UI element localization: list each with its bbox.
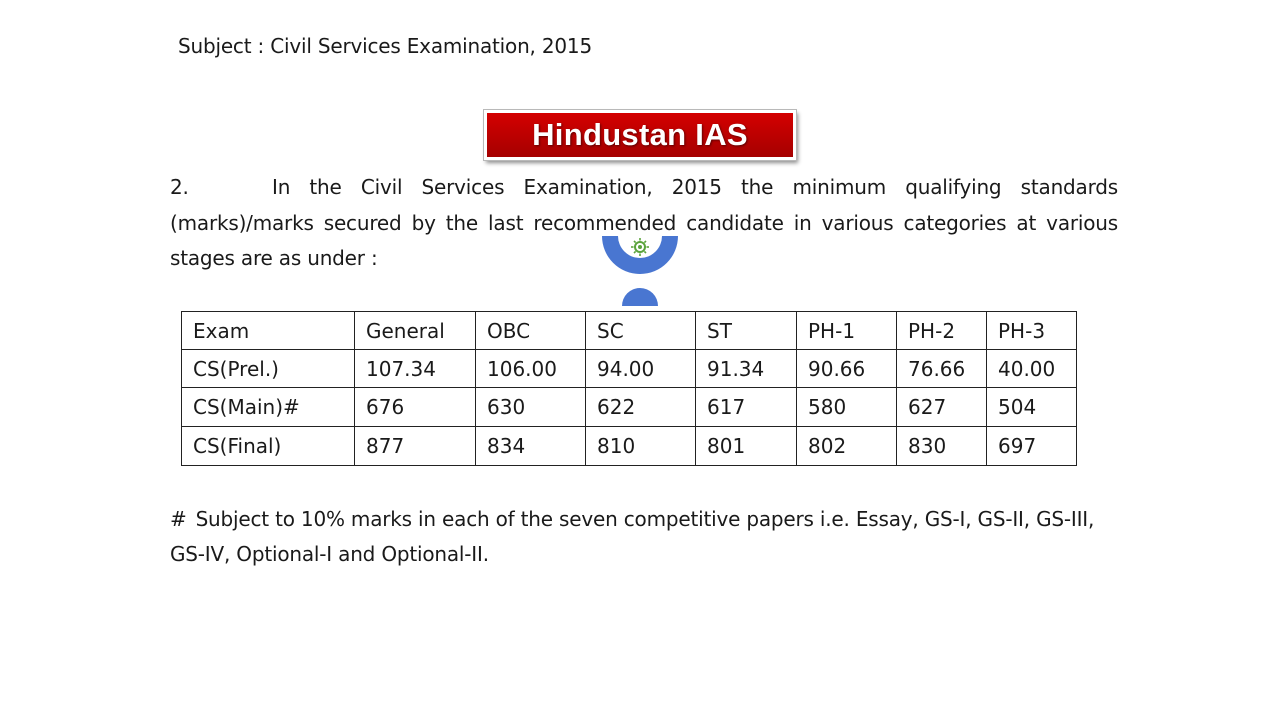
header-cell: SC <box>586 312 696 350</box>
table-cell: 801 <box>696 427 797 466</box>
table-cell: 90.66 <box>797 350 897 388</box>
table-cell: CS(Main)# <box>182 388 355 427</box>
table-cell: 580 <box>797 388 897 427</box>
table-cell: CS(Final) <box>182 427 355 466</box>
footnote-symbol: # <box>170 507 187 531</box>
table-cell: 627 <box>897 388 987 427</box>
header-cell: PH-1 <box>797 312 897 350</box>
header-cell: General <box>355 312 476 350</box>
table-row <box>182 350 1077 388</box>
header-cell: ST <box>696 312 797 350</box>
table-row <box>182 427 1077 466</box>
intro-paragraph <box>170 170 1118 277</box>
subject-line: Subject : Civil Services Examination, 2015 <box>178 34 592 58</box>
table-cell: 504 <box>987 388 1077 427</box>
header-cell: PH-3 <box>987 312 1077 350</box>
paragraph-number: 2. <box>170 175 189 199</box>
table-cell: 91.34 <box>696 350 797 388</box>
table-cell: 617 <box>696 388 797 427</box>
header-cell: PH-2 <box>897 312 987 350</box>
table-header-row <box>182 312 1077 350</box>
brand-name: Hindustan IAS <box>532 117 748 152</box>
table-cell: 106.00 <box>476 350 586 388</box>
table-cell: 94.00 <box>586 350 696 388</box>
paragraph-text: In the Civil Services Examination, 2015 the minimum qualifying standards (marks)/marks secured by the last recommended candidate in various categories at various stages are as under : <box>170 175 1118 270</box>
table-cell: 877 <box>355 427 476 466</box>
table-cell: 622 <box>586 388 696 427</box>
table-cell: 40.00 <box>987 350 1077 388</box>
table-cell: 107.34 <box>355 350 476 388</box>
table-cell: 802 <box>797 427 897 466</box>
table-cell: 834 <box>476 427 586 466</box>
table-cell: 830 <box>897 427 987 466</box>
table-cell: CS(Prel.) <box>182 350 355 388</box>
table-cell: 630 <box>476 388 586 427</box>
footnote-text: Subject to 10% marks in each of the seven competitive papers i.e. Essay, GS-I, GS-II, GS-III, GS-IV, Optional-I and Optional-II. <box>170 507 1095 566</box>
cutoff-marks-table <box>181 311 1077 466</box>
header-cell: Exam <box>182 312 355 350</box>
table-row <box>182 388 1077 427</box>
table-cell: 697 <box>987 427 1077 466</box>
header-cell: OBC <box>476 312 586 350</box>
brand-banner <box>484 110 796 160</box>
table-cell: 676 <box>355 388 476 427</box>
table-cell: 76.66 <box>897 350 987 388</box>
footnote <box>170 502 1118 572</box>
table-cell: 810 <box>586 427 696 466</box>
